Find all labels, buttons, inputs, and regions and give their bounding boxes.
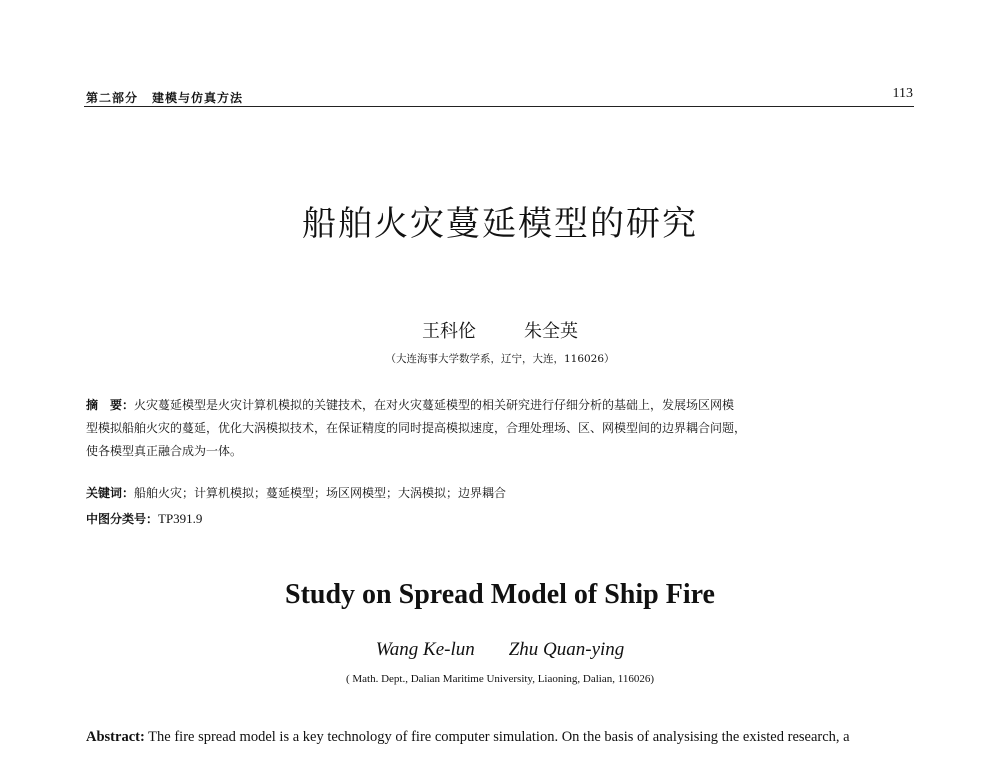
author-cn-1: 王科伦 xyxy=(422,321,476,342)
paper-title-cn: 船舶火灾蔓延模型的研究 xyxy=(302,204,698,244)
classification-cn-label: 中图分类号： xyxy=(86,512,159,526)
classification-cn xyxy=(86,507,922,531)
page-number: 113 xyxy=(892,86,913,101)
abstract-cn-line-1: 摘 要：火灾蔓延模型是火灾计算机模拟的关键技术，在对火灾蔓延模型的相关研究进行仔细分析的基础上，发展场区网模 xyxy=(86,398,735,412)
author-en-2: Zhu Quan-ying xyxy=(508,639,625,660)
running-header xyxy=(86,89,243,106)
keywords-cn xyxy=(86,482,922,505)
abstract-en xyxy=(86,724,922,750)
authors-en xyxy=(0,639,1000,661)
abstract-cn xyxy=(86,394,922,463)
abstract-en-text: The fire spread model is a key technology of fire computer simulation. On the basis of analysising the existed research, a xyxy=(148,729,850,745)
abstract-cn-label: 摘 要： xyxy=(86,398,135,412)
header-rule xyxy=(84,106,914,107)
keywords-cn-value: 船舶火灾；计算机模拟；蔓延模型；场区网模型；大涡模拟；边界耦合 xyxy=(134,486,507,500)
classification-cn-value: TP391.9 xyxy=(158,511,203,526)
keywords-cn-label: 关键词： xyxy=(86,486,135,500)
paper-title-en: Study on Spread Model of Ship Fire xyxy=(285,579,715,610)
affiliation-en: ( Math. Dept., Dalian Maritime University, Liaoning, Dalian, 116026) xyxy=(345,673,655,685)
abstract-cn-line-2: 型模拟船舶火灾的蔓延，优化大涡模拟技术，在保证精度的同时提高模拟速度，合理处理场、区、网模型间的边界耦合问题， xyxy=(86,421,747,435)
author-cn-2: 朱全英 xyxy=(524,321,578,342)
abstract-en-label: Abstract: xyxy=(86,729,145,745)
author-en-1: Wang Ke-lun xyxy=(375,639,475,660)
affiliation-cn: （大连海事大学数学系，辽宁，大连，116026） xyxy=(385,353,615,365)
header-section: 建模与仿真方法 xyxy=(152,91,244,105)
abstract-cn-line-3: 使各模型真正融合成为一体。 xyxy=(86,444,243,458)
authors-cn xyxy=(0,317,1000,343)
header-part: 第二部分 xyxy=(86,91,139,105)
